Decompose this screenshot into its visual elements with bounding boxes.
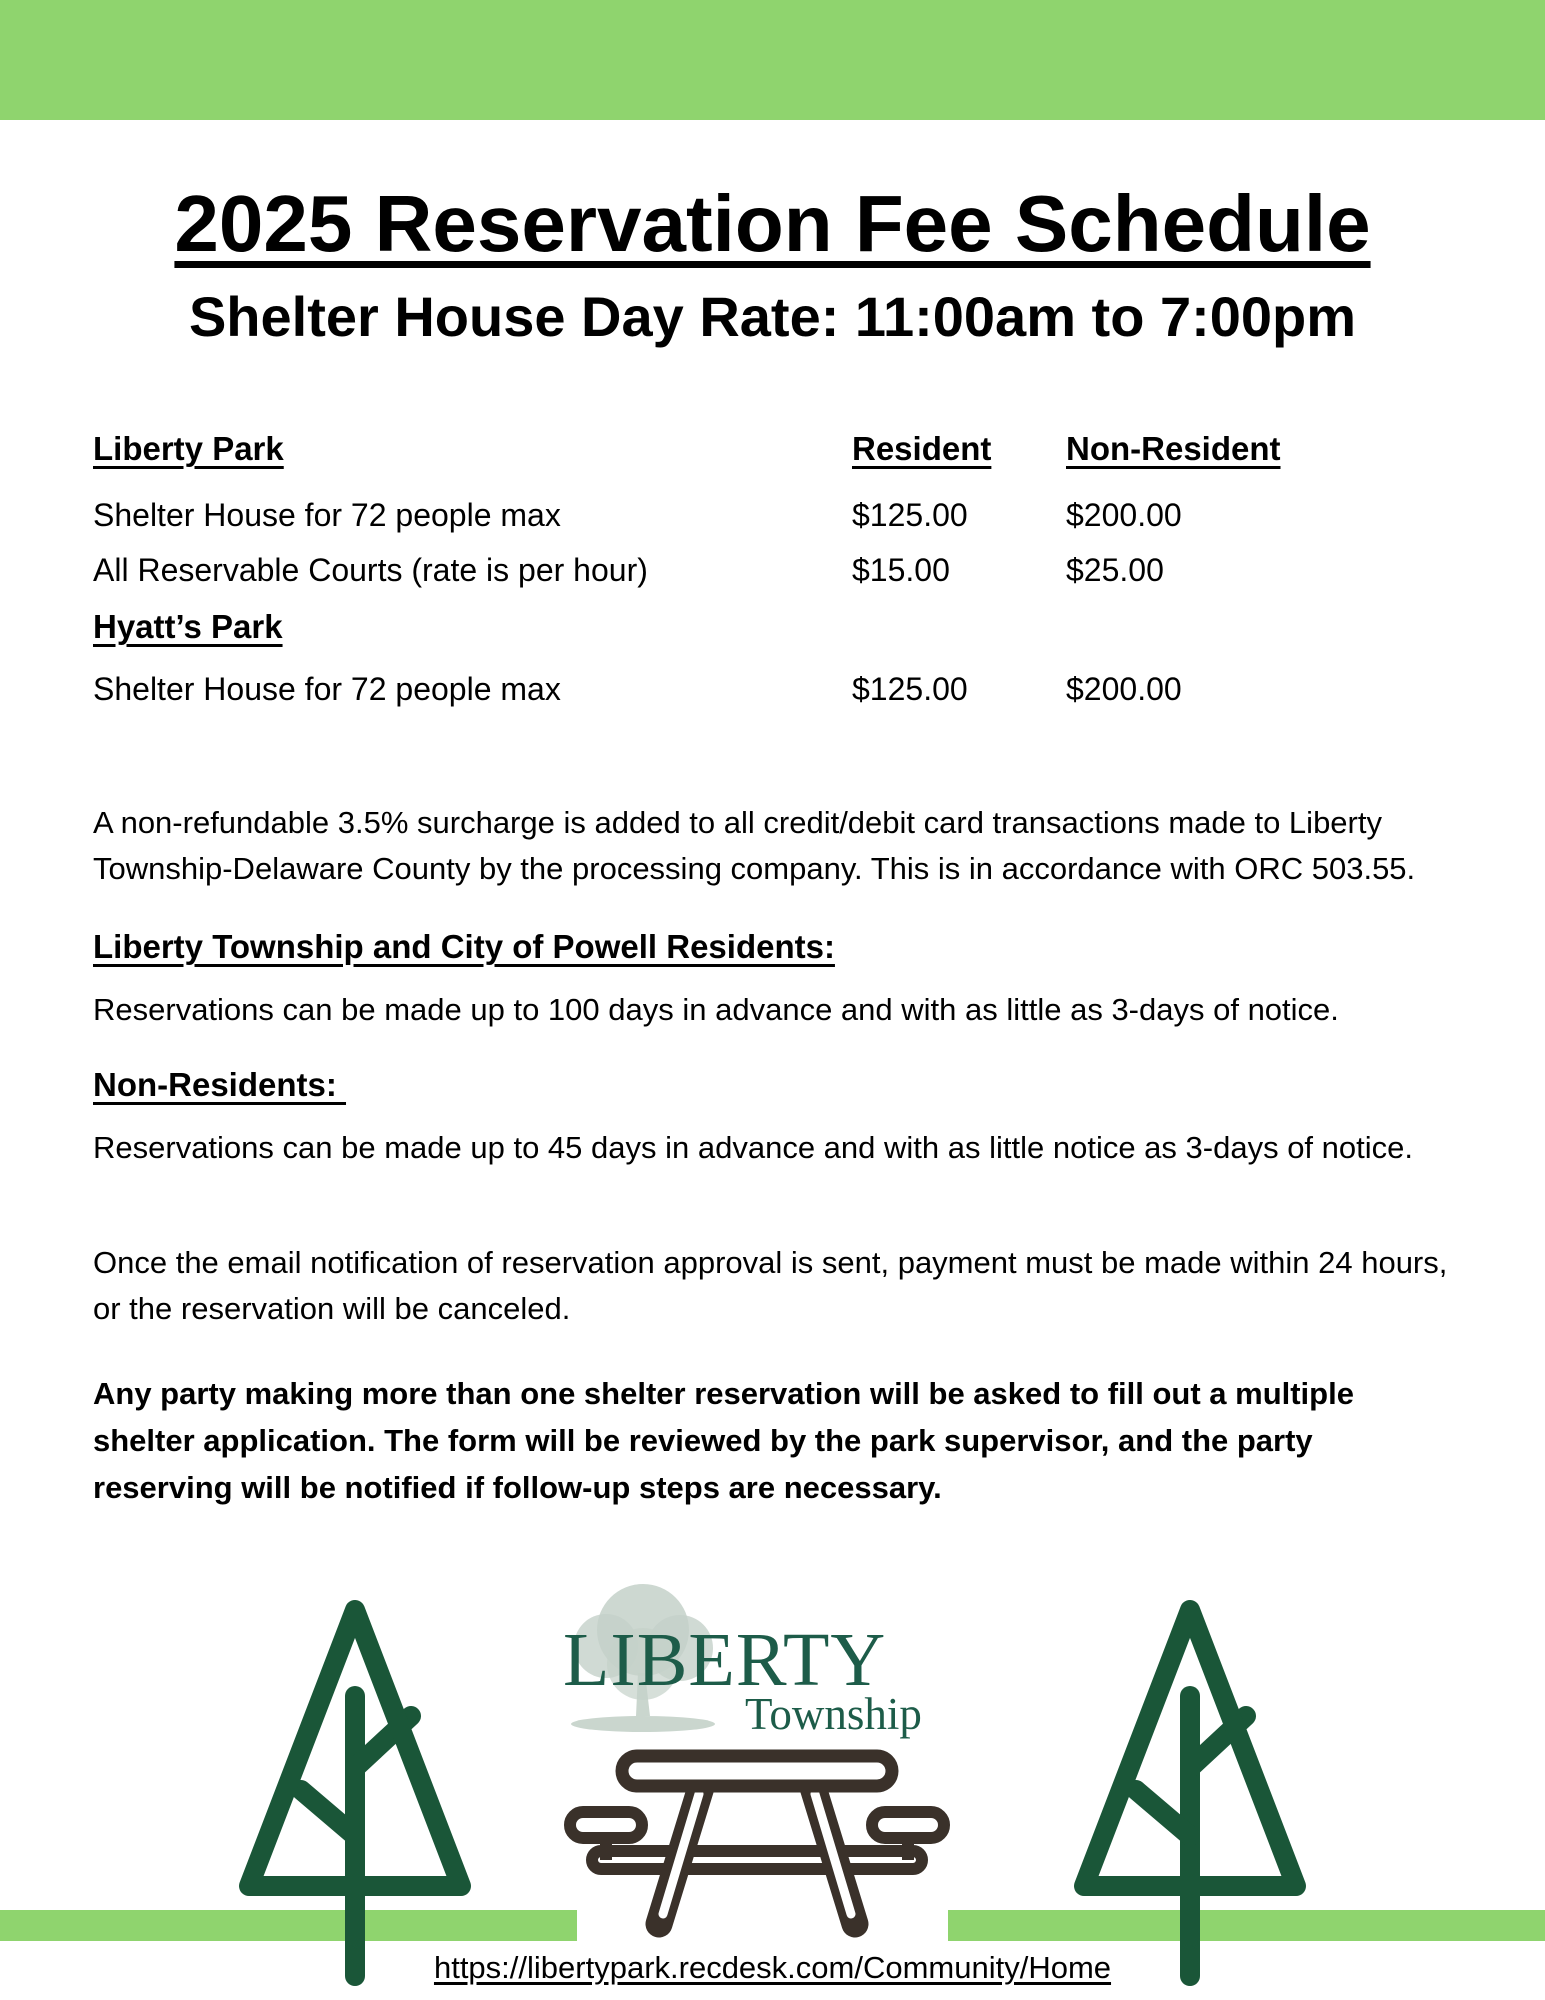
surcharge-note-line: A non-refundable 3.5% surcharge is added to all credit/debit card transactions made to Liberty [93,805,1382,840]
park-heading-hyatts: Hyatt’s Park [93,608,283,645]
pine-tree-icon [1070,1596,1310,1988]
surcharge-note-line: Township-Delaware County by the processing company. This is in accordance with ORC 503.55. [93,851,1416,886]
page-title: 2025 Reservation Fee Schedule [174,179,1371,268]
logo-liberty-text: LIBERTY [563,1618,887,1702]
residents-body: Reservations can be made up to 100 days in advance and with as little as 3-days of notice. [93,992,1339,1027]
section-heading-non-residents: Non-Residents: [93,1066,347,1103]
column-header-non-resident: Non-Resident [1066,430,1281,467]
multi-shelter-note-line: reserving will be notified if follow-up steps are necessary. [93,1470,942,1505]
table-row [0,552,1545,602]
logo-township-text: Township [745,1689,922,1739]
footer-url [0,1950,1545,1986]
non-resident-value: $200.00 [1066,671,1182,707]
payment-note-line: Once the email notification of reservation approval is sent, payment must be made within 24 hours, [93,1245,1448,1280]
resident-value: $125.00 [852,671,968,707]
multi-shelter-note-line: Any party making more than one shelter reservation will be asked to fill out a multiple [93,1376,1354,1411]
payment-note-line: or the reservation will be canceled. [93,1291,571,1326]
resident-value: $15.00 [852,552,950,588]
column-header-resident: Resident [852,430,992,467]
payment-note [93,1240,1447,1332]
non-residents-body: Reservations can be made up to 45 days in advance and with as little notice as 3-days of notice. [93,1130,1413,1165]
row-label: All Reservable Courts (rate is per hour) [93,552,648,588]
non-resident-value: $200.00 [1066,497,1182,533]
row-label: Shelter House for 72 people max [93,497,561,533]
row-label: Shelter House for 72 people max [93,671,561,707]
footer-url-link[interactable]: https://libertypark.recdesk.com/Community/Home [433,1950,1112,1985]
page-subtitle: Shelter House Day Rate: 11:00am to 7:00pm [188,285,1357,348]
pine-tree-icon [235,1596,475,1988]
table-row [0,497,1545,547]
table-row [0,671,1545,721]
multi-shelter-note-line: shelter application. The form will be reviewed by the park supervisor, and the party [93,1423,1313,1458]
top-banner [0,0,1545,120]
fee-table-subheader-row [0,608,1545,658]
multi-shelter-note [93,1370,1354,1511]
non-resident-value: $25.00 [1066,552,1164,588]
fee-table-header-row [0,430,1545,480]
resident-value: $125.00 [852,497,968,533]
section-heading-residents: Liberty Township and City of Powell Residents: [93,928,835,965]
surcharge-note [93,800,1415,892]
picnic-table-icon [562,1748,952,1943]
park-heading-liberty: Liberty Park [93,430,284,467]
